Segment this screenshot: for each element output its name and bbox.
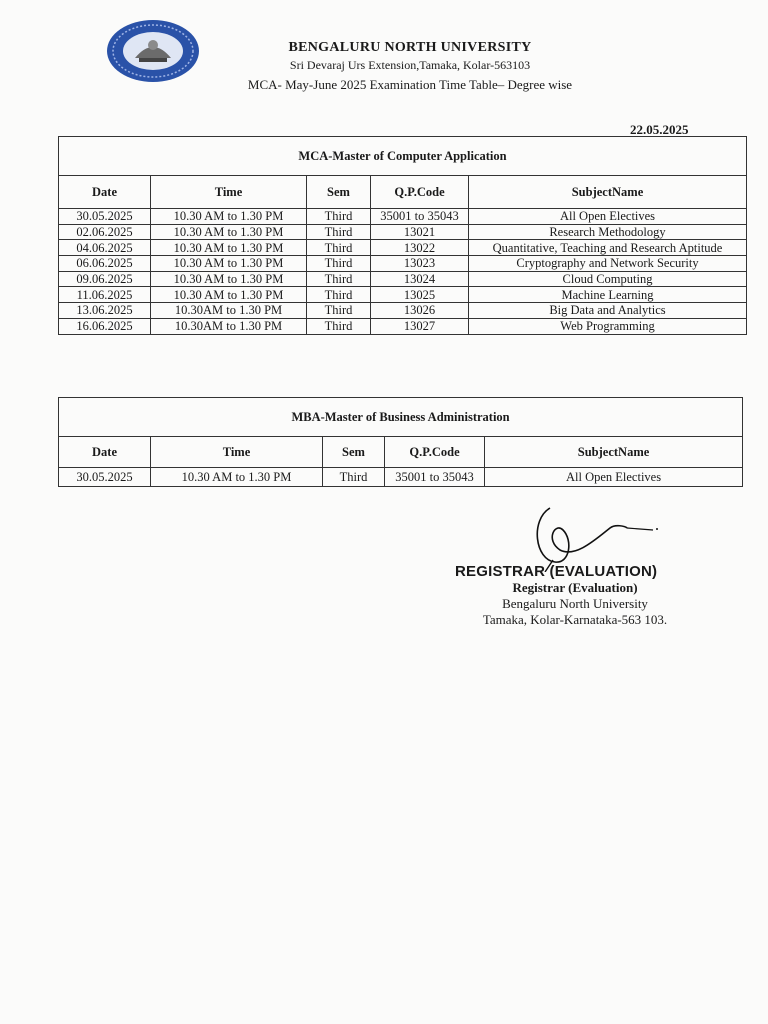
cell-sem: Third bbox=[307, 224, 371, 240]
cell-time: 10.30 AM to 1.30 PM bbox=[151, 271, 307, 287]
col-subject: SubjectName bbox=[469, 176, 747, 209]
registrar-stamp-line: Registrar (Evaluation) bbox=[512, 580, 638, 595]
registrar-block bbox=[455, 563, 715, 628]
university-address: Sri Devaraj Urs Extension,Tamaka, Kolar-563103 bbox=[289, 58, 531, 72]
cell-qp-code: 35001 to 35043 bbox=[385, 468, 485, 487]
cell-date: 06.06.2025 bbox=[59, 256, 151, 272]
table-row bbox=[59, 468, 743, 487]
col-date: Date bbox=[59, 176, 151, 209]
table-row bbox=[59, 256, 747, 272]
timetable-title: MCA- May-June 2025 Examination Time Table– Degree wise bbox=[247, 77, 573, 92]
col-date: Date bbox=[59, 437, 151, 468]
cell-qp-code: 13022 bbox=[371, 240, 469, 256]
col-sem: Sem bbox=[307, 176, 371, 209]
mca-caption: MCA-Master of Computer Application bbox=[59, 137, 747, 176]
cell-time: 10.30AM to 1.30 PM bbox=[151, 318, 307, 334]
cell-date: 11.06.2025 bbox=[59, 287, 151, 303]
mba-timetable bbox=[58, 397, 743, 487]
cell-qp-code: 13027 bbox=[371, 318, 469, 334]
cell-sem: Third bbox=[307, 318, 371, 334]
col-subject: SubjectName bbox=[485, 437, 743, 468]
cell-qp-code: 13023 bbox=[371, 256, 469, 272]
cell-date: 30.05.2025 bbox=[59, 209, 151, 225]
col-qp-code: Q.P.Code bbox=[371, 176, 469, 209]
cell-qp-code: 13024 bbox=[371, 271, 469, 287]
table-row bbox=[59, 209, 747, 225]
registrar-signature-icon bbox=[515, 500, 665, 572]
cell-time: 10.30AM to 1.30 PM bbox=[151, 303, 307, 319]
cell-date: 30.05.2025 bbox=[59, 468, 151, 487]
cell-subject: Cryptography and Network Security bbox=[469, 256, 747, 272]
mba-caption: MBA-Master of Business Administration bbox=[59, 398, 743, 437]
cell-date: 13.06.2025 bbox=[59, 303, 151, 319]
table-row bbox=[59, 271, 747, 287]
cell-qp-code: 35001 to 35043 bbox=[371, 209, 469, 225]
cell-date: 02.06.2025 bbox=[59, 224, 151, 240]
mca-timetable bbox=[58, 136, 747, 335]
table-row bbox=[59, 287, 747, 303]
cell-qp-code: 13025 bbox=[371, 287, 469, 303]
cell-date: 04.06.2025 bbox=[59, 240, 151, 256]
cell-subject: Machine Learning bbox=[469, 287, 747, 303]
cell-date: 16.06.2025 bbox=[59, 318, 151, 334]
cell-subject: Quantitative, Teaching and Research Aptitude bbox=[469, 240, 747, 256]
registrar-stamp-line: Tamaka, Kolar-Karnataka-563 103. bbox=[482, 612, 668, 627]
col-time: Time bbox=[151, 176, 307, 209]
cell-subject: Research Methodology bbox=[469, 224, 747, 240]
table-row bbox=[59, 224, 747, 240]
col-sem: Sem bbox=[323, 437, 385, 468]
col-time: Time bbox=[151, 437, 323, 468]
cell-sem: Third bbox=[307, 271, 371, 287]
col-qp-code: Q.P.Code bbox=[385, 437, 485, 468]
cell-subject: All Open Electives bbox=[469, 209, 747, 225]
cell-subject: All Open Electives bbox=[485, 468, 743, 487]
cell-time: 10.30 AM to 1.30 PM bbox=[151, 287, 307, 303]
registrar-stamp-line: Bengaluru North University bbox=[502, 596, 648, 611]
cell-time: 10.30 AM to 1.30 PM bbox=[151, 240, 307, 256]
cell-sem: Third bbox=[307, 256, 371, 272]
table-row bbox=[59, 303, 747, 319]
university-name: BENGALURU NORTH UNIVERSITY bbox=[288, 40, 532, 55]
cell-time: 10.30 AM to 1.30 PM bbox=[151, 256, 307, 272]
cell-sem: Third bbox=[307, 240, 371, 256]
cell-qp-code: 13026 bbox=[371, 303, 469, 319]
cell-sem: Third bbox=[307, 209, 371, 225]
university-logo-icon bbox=[105, 18, 201, 84]
cell-sem: Third bbox=[307, 303, 371, 319]
cell-time: 10.30 AM to 1.30 PM bbox=[151, 224, 307, 240]
cell-date: 09.06.2025 bbox=[59, 271, 151, 287]
notice-date: 22.05.2025 bbox=[630, 122, 689, 137]
table-row bbox=[59, 318, 747, 334]
cell-subject: Big Data and Analytics bbox=[469, 303, 747, 319]
registrar-title: REGISTRAR (EVALUATION) bbox=[455, 563, 658, 580]
cell-qp-code: 13021 bbox=[371, 224, 469, 240]
cell-sem: Third bbox=[323, 468, 385, 487]
table-row bbox=[59, 240, 747, 256]
cell-sem: Third bbox=[307, 287, 371, 303]
cell-subject: Cloud Computing bbox=[469, 271, 747, 287]
cell-time: 10.30 AM to 1.30 PM bbox=[151, 209, 307, 225]
cell-subject: Web Programming bbox=[469, 318, 747, 334]
cell-time: 10.30 AM to 1.30 PM bbox=[151, 468, 323, 487]
